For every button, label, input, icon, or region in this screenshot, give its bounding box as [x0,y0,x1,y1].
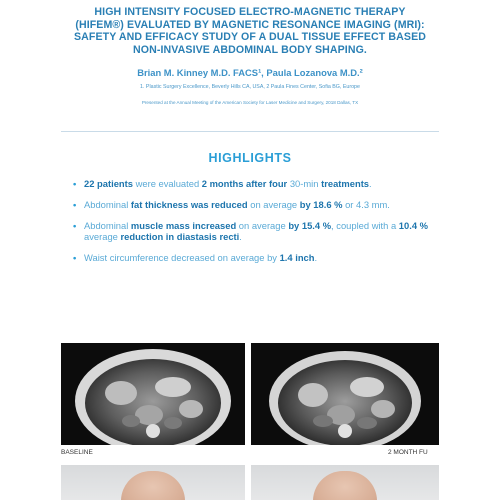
torso-shape [313,471,377,500]
bullet-icon: • [73,219,77,231]
title-line-2: (HIFEM®) EVALUATED BY MAGNETIC RESONANCE IMAGING (MRI): [75,18,425,31]
bullet-icon: • [73,198,77,210]
caption-baseline: BASELINE [61,449,93,456]
title-line-1: HIGH INTENSITY FOCUSED ELECTRO-MAGNETIC THERAPY [94,6,406,18]
highlights-list [73,178,443,264]
affiliations: 1. Plastic Surgery Excellence, Beverly Hills CA, USA, 2 Paula Fines Center, Sofia BG, Europe [140,84,360,90]
caption-followup: 2 MONTH FU [388,449,428,456]
abdomen-photo-followup [251,465,439,500]
presentation-note: Presented at the Annual Meeting of the American Society for Laser Medicine and Surgery, 2018 Dallas, TX [141,100,359,105]
highlight-item: • Abdominal muscle mass increased on average by 15.4 %, coupled with a 10.4 % average reduction in diastasis recti. [73,219,428,243]
highlights-heading: HIGHLIGHTS [208,151,292,165]
paper-title [0,6,500,56]
bullet-icon: • [73,178,77,189]
torso-shape [121,471,185,500]
abdomen-photo-baseline [61,465,245,500]
title-line-4: NON-INVASIVE ABDOMINAL BODY SHAPING. [133,43,367,56]
bullet-icon: • [73,252,77,264]
section-divider [61,131,439,132]
highlight-item: • Waist circumference decreased on average by 1.4 inch. [73,252,318,264]
mri-image-followup [251,343,439,445]
authors: Brian M. Kinney M.D. FACS¹, Paula Lozanova M.D.² [137,67,363,78]
title-line-3: SAFETY AND EFFICACY STUDY OF A DUAL TISSUE EFFECT BASED [74,31,426,44]
highlight-item: • 22 patients were evaluated 2 months after four 30-min treatments. [73,178,372,189]
highlight-item: • Abdominal fat thickness was reduced on average by 18.6 % or 4.3 mm. [73,198,390,210]
mri-image-baseline [61,343,245,445]
